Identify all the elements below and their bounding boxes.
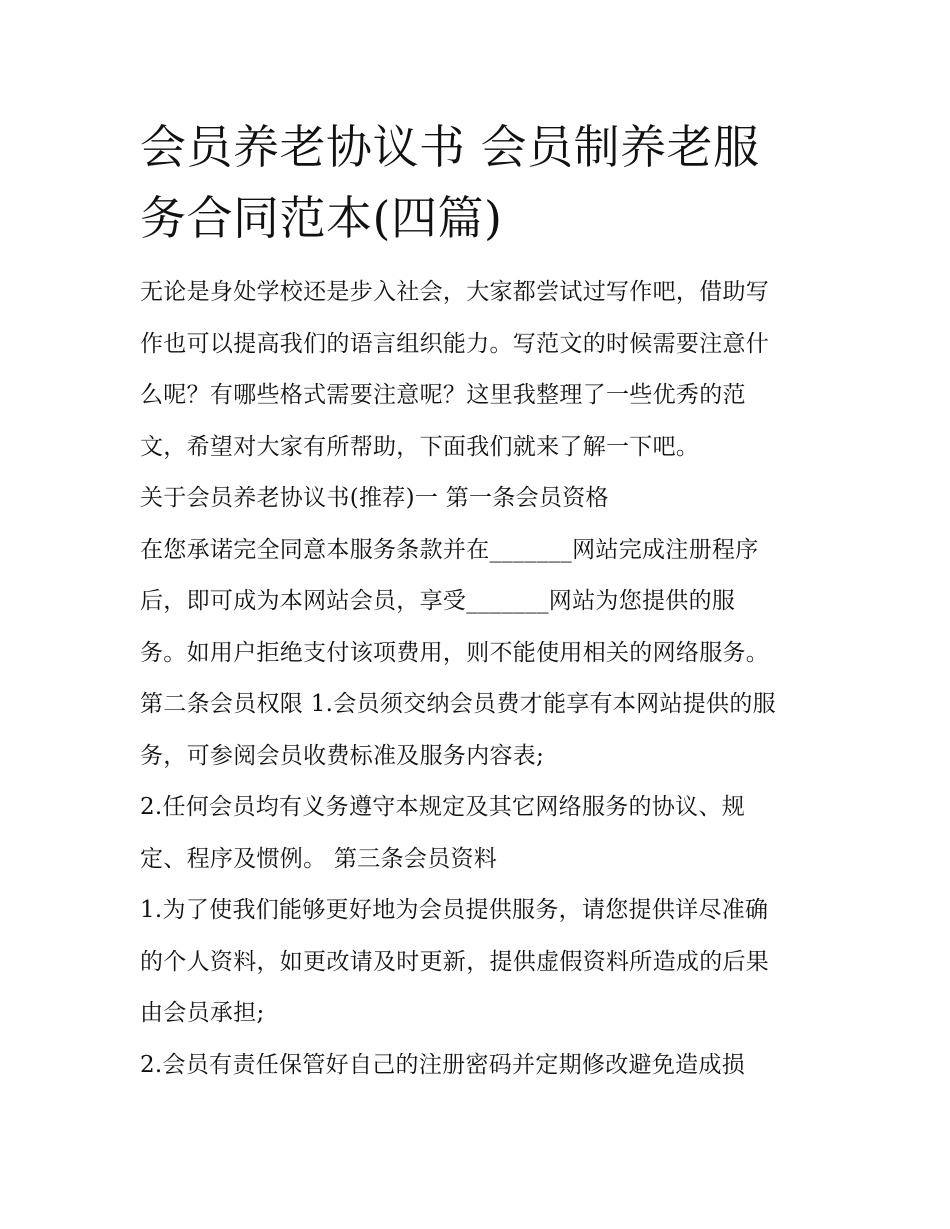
body-line: 在您承诺完全同意本服务条款并在_______网站完成注册程序	[140, 536, 759, 563]
body-line: 1.为了使我们能够更好地为会员提供服务，请您提供详尽准确	[140, 897, 769, 923]
body-line: 文，希望对大家有所帮助，下面我们就来了解一下吧。	[140, 433, 700, 460]
document-content	[140, 112, 815, 1091]
body-line: 么呢？有哪些格式需要注意呢？这里我整理了一些优秀的范	[140, 382, 746, 408]
body-line: 的个人资料，如更改请及时更新，提供虚假资料所造成的后果	[140, 948, 770, 975]
body-line: 后，即可成为本网站会员，享受_______网站为您提供的服	[140, 588, 736, 614]
body-line: 务。如用户拒绝支付该项费用，则不能使用相关的网络服务。	[140, 639, 770, 666]
title-line: 会员养老协议书 会员制养老服	[140, 120, 760, 174]
body-line: 2.任何会员均有义务遵守本规定及其它网络服务的协议、规	[140, 794, 746, 820]
body-line: 由会员承担;	[140, 1000, 265, 1026]
section-heading-line: 关于会员养老协议书(推荐)一 第一条会员资格	[140, 485, 609, 511]
body-line: 第二条会员权限 1.会员须交纳会员费才能享有本网站提供的服	[140, 691, 776, 717]
body-line: 定、程序及惯例。 第三条会员资料	[140, 845, 498, 872]
title-line: 务合同范本(四篇)	[140, 191, 503, 245]
body-line: 务，可参阅会员收费标准及服务内容表;	[140, 742, 545, 769]
document-body	[140, 267, 815, 1091]
body-line: 作也可以提高我们的语言组织能力。写范文的时候需要注意什	[140, 330, 770, 357]
body-line: 无论是身处学校还是步入社会，大家都尝试过写作吧，借助写	[140, 279, 770, 305]
document-title	[140, 112, 815, 254]
body-line: 2.会员有责任保管好自己的注册密码并定期修改避免造成损	[140, 1051, 746, 1078]
